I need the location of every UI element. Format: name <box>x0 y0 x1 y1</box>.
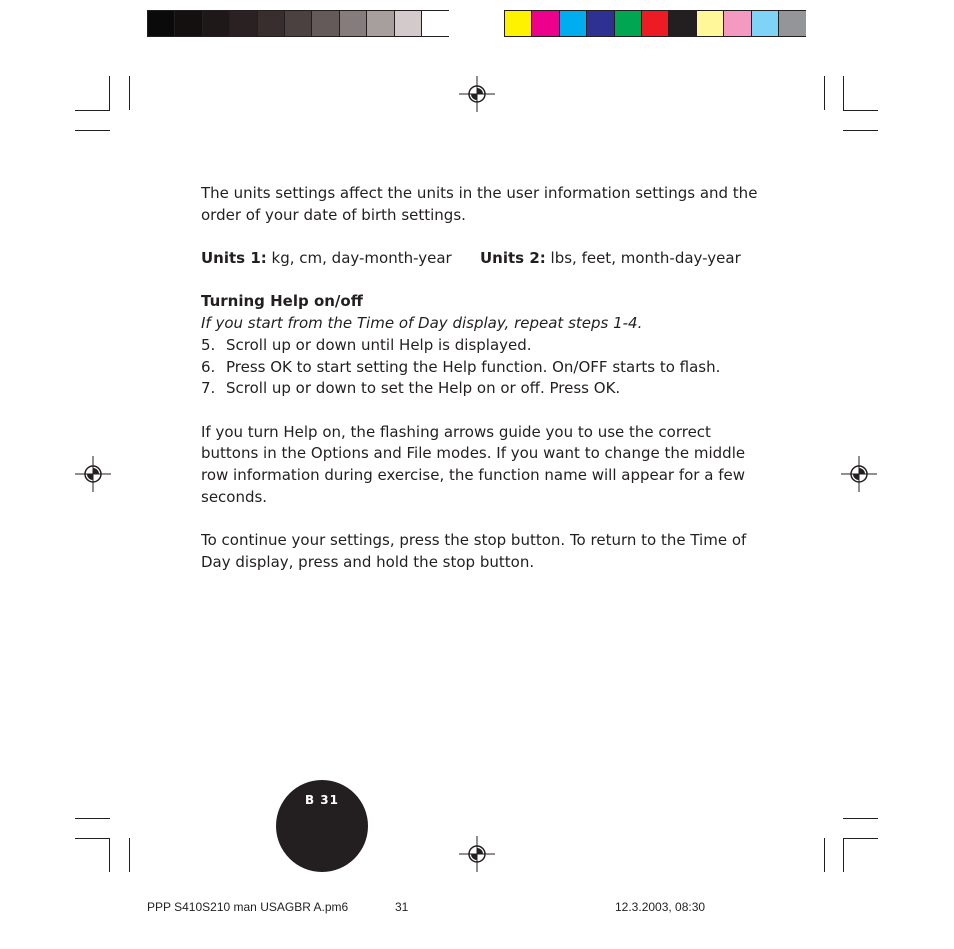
units-2-value: lbs, feet, month-day-year <box>545 249 741 268</box>
registration-mark-icon <box>459 76 495 112</box>
units-1-value: kg, cm, day-month-year <box>266 249 452 268</box>
step-number: 6. <box>201 357 216 376</box>
step-number: 7. <box>201 379 216 398</box>
registration-mark-icon <box>459 836 495 872</box>
gray-swatch <box>230 11 257 36</box>
list-item <box>201 335 761 357</box>
process-color-bar <box>504 10 806 37</box>
crop-mark <box>843 838 844 872</box>
color-swatch <box>724 11 751 36</box>
page-number-badge <box>276 780 368 872</box>
crop-mark <box>843 76 844 110</box>
gray-swatch <box>203 11 230 36</box>
grayscale-color-bar <box>147 10 449 37</box>
step-text: Press OK to start setting the Help function. On/OFF starts to flash. <box>226 357 721 376</box>
color-swatch <box>642 11 669 36</box>
page-number-label: B 31 <box>304 793 340 807</box>
crop-mark <box>129 76 130 110</box>
step-number: 5. <box>201 335 216 354</box>
step-text: Scroll up or down to set the Help on or off. Press OK. <box>226 379 621 398</box>
color-swatch <box>615 11 642 36</box>
text-line: Day display, press and hold the stop button. <box>201 552 535 571</box>
color-swatch <box>532 11 559 36</box>
step-text: Scroll up or down until Help is displayed. <box>226 335 532 354</box>
color-swatch <box>560 11 587 36</box>
text-line: The units settings affect the units in the user information settings and the <box>201 184 758 202</box>
crop-mark <box>109 838 110 872</box>
units-2 <box>480 248 741 270</box>
units-2-label: Units 2: <box>480 249 546 268</box>
text-line: seconds. <box>201 487 268 506</box>
help-note <box>201 422 761 509</box>
text-line: row information during exercise, the function name will appear for a few <box>201 466 745 485</box>
units-options <box>201 248 761 270</box>
registration-mark-icon <box>75 456 111 492</box>
crop-mark <box>75 130 110 131</box>
section-heading: Turning Help on/off <box>201 292 363 311</box>
crop-mark <box>129 838 130 872</box>
text-line: order of your date of birth settings. <box>201 205 466 224</box>
crop-mark <box>824 838 825 872</box>
gray-swatch <box>148 11 175 36</box>
crop-mark <box>843 130 878 131</box>
list-item <box>201 378 761 400</box>
color-swatch <box>587 11 614 36</box>
section-instruction: If you start from the Time of Day display, repeat steps 1-4. <box>201 314 643 333</box>
gray-swatch <box>395 11 422 36</box>
text-line: To continue your settings, press the stop button. To return to the Time of <box>201 531 747 550</box>
color-swatch <box>505 11 532 36</box>
gray-swatch <box>340 11 367 36</box>
crop-mark <box>824 76 825 110</box>
units-1 <box>201 248 480 270</box>
footer-timestamp: 12.3.2003, 08:30 <box>615 900 706 914</box>
gray-swatch <box>258 11 285 36</box>
crop-mark <box>843 818 878 819</box>
steps-list <box>201 335 761 400</box>
list-item <box>201 357 761 379</box>
text-line: buttons in the Options and File modes. If you want to change the middle <box>201 444 746 463</box>
gray-swatch <box>312 11 339 36</box>
crop-mark <box>75 110 110 111</box>
units-1-label: Units 1: <box>201 249 267 268</box>
registration-mark-icon <box>841 456 877 492</box>
text-line: If you turn Help on, the flashing arrows guide you to use the correct <box>201 422 711 441</box>
crop-mark <box>75 838 110 839</box>
color-swatch <box>669 11 696 36</box>
footer-page-number: 31 <box>395 900 409 914</box>
crop-mark <box>109 76 110 110</box>
gray-swatch <box>367 11 394 36</box>
gray-swatch <box>175 11 202 36</box>
gray-swatch <box>422 11 449 36</box>
crop-mark <box>75 818 110 819</box>
footer-filename: PPP S410S210 man USAGBR A.pm6 <box>147 900 349 914</box>
units-intro <box>201 183 761 226</box>
manual-page-body <box>201 183 761 574</box>
crop-mark <box>843 110 878 111</box>
gray-swatch <box>285 11 312 36</box>
color-swatch <box>697 11 724 36</box>
continue-note <box>201 530 761 573</box>
crop-mark <box>843 838 878 839</box>
color-swatch <box>752 11 779 36</box>
color-swatch <box>779 11 806 36</box>
